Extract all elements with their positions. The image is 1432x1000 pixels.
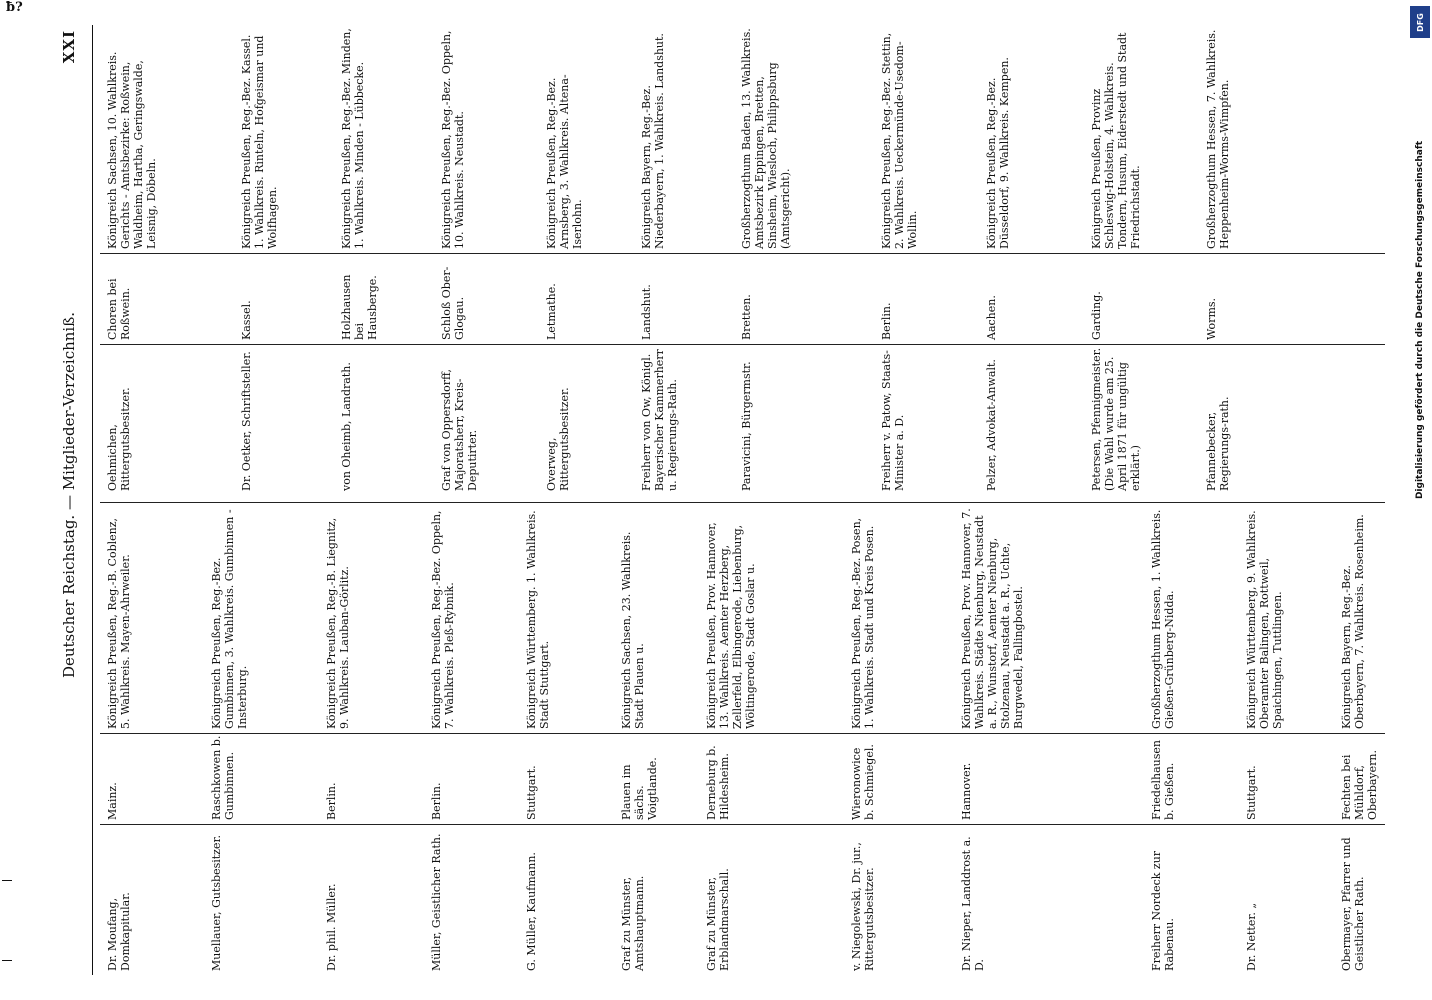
member-residence: Schloß Ober-Glogau. bbox=[440, 266, 466, 340]
page-number: XXI bbox=[60, 30, 78, 64]
member-constituency: Großherzogthum Hessen, 7. Wahlkreis. Heppenheim-Worms-Wimpfen. bbox=[1205, 29, 1231, 249]
member-constituency: Königreich Preußen, Prov. Hannover, 7. Wahlkreis. Städte Nienburg, Neustadt a. R., Wunstorf, Aemter Nienburg, Stolzenau, Neustadt a. R., Uchte, Burgwedel, Fallingbostel. bbox=[960, 508, 1025, 729]
member-name: Freiherr von Ow, Königl. Bayerischer Kammerherr u. Regierungs-Rath. bbox=[640, 349, 679, 491]
member-residence: Friedelhausen b. Gießen. bbox=[1150, 740, 1176, 820]
member-residence: Stuttgart. bbox=[1245, 765, 1258, 820]
column-divider bbox=[100, 253, 1385, 254]
member-name: Graf zu Münster, Erblandmarschall. bbox=[705, 868, 731, 971]
column-divider bbox=[100, 344, 1385, 345]
member-residence: Berlin. bbox=[325, 782, 338, 820]
member-name: Muellauer, Gutsbesitzer. bbox=[210, 834, 223, 971]
member-constituency: Königreich Preußen, Reg.-Bez. Posen, 1. Wahlkreis. Stadt und Kreis Posen. bbox=[850, 517, 876, 729]
member-residence: Letmathe. bbox=[545, 283, 558, 340]
member-constituency: Großherzogthum Hessen, 1. Wahlkreis. Gießen-Grünberg-Nidda. bbox=[1150, 509, 1176, 729]
footer-credit bbox=[1410, 40, 1430, 600]
member-constituency: Königreich Sachsen, 23. Wahlkreis. Stadt Plauen u. bbox=[620, 531, 646, 729]
member-name: Petersen, Pfennigmeister. (Die Wahl wurde am 25. April 1871 für ungültig erklärt.) bbox=[1090, 347, 1142, 491]
column-divider bbox=[100, 733, 1385, 734]
member-name: Obermayer, Pfarrer und Geistlicher Rath. bbox=[1340, 837, 1366, 971]
member-residence: Bretten. bbox=[740, 294, 753, 340]
member-residence: Choren bei Roßwein. bbox=[106, 278, 132, 340]
member-constituency: Königreich Württemberg. 1. Wahlkreis. Stadt Stuttgart. bbox=[525, 510, 551, 729]
page-title: Deutscher Reichstag. — Mitglieder-Verzeichniß. bbox=[60, 311, 78, 679]
member-residence: Wieronowice b. Schmiegel. bbox=[850, 744, 876, 820]
dfg-logo bbox=[1410, 6, 1430, 38]
member-residence: Derneburg b. Hildesheim. bbox=[705, 745, 731, 820]
member-name: Oehmichen, Rittergutsbesitzer. bbox=[106, 387, 132, 491]
member-name: Freiherr v. Patow, Staats-Minister a. D. bbox=[880, 350, 906, 491]
member-name: G. Müller, Kaufmann. bbox=[525, 852, 538, 971]
member-constituency: Königreich Bayern, Reg.-Bez. Niederbayern, 1. Wahlkreis. Landshut. bbox=[640, 33, 666, 249]
footer-credit-text: Digitalisierung gefördert durch die Deutsche Forschungsgemeinschaft bbox=[1415, 140, 1425, 500]
member-constituency: Königreich Preußen, Reg.-B. Liegnitz, 9. Wahlkreis. Lauban-Görlitz. bbox=[325, 517, 351, 729]
member-constituency: Großherzogthum Baden, 13. Wahlkreis. Amtsbezirk Eppingen, Bretten, Sinsheim, Wiesloch, Philippsburg (Amtsgericht). bbox=[740, 28, 792, 249]
member-residence: Berlin. bbox=[430, 782, 443, 820]
member-residence: Holzhausen bei Hausberge. bbox=[340, 274, 379, 340]
member-residence: Garding. bbox=[1090, 291, 1103, 340]
member-name: Dr. phil. Müller. bbox=[325, 883, 338, 971]
member-name: Pelzer, Advokat-Anwalt. bbox=[985, 359, 998, 491]
member-constituency: Königreich Württemberg, 9. Wahlkreis. Oberamter Balingen, Rottweil, Spaichingen, Tuttlingen. bbox=[1245, 510, 1284, 729]
member-table-left bbox=[100, 505, 1385, 975]
member-constituency: Königreich Sachsen, 10. Wahlkreis. Gerichts - Amtsbezirke: Roßwein, Waldheim, Hartha, Geringswalde, Leisnig, Döbeln. bbox=[106, 51, 158, 249]
member-constituency: Königreich Preußen, Reg.-Bez. Düsseldorf, 9. Wahlkreis. Kempen. bbox=[985, 57, 1011, 249]
member-name: von Oheimb, Landrath. bbox=[340, 362, 353, 491]
member-name: Freiherr Nordeck zur Rabenau. bbox=[1150, 850, 1176, 971]
member-constituency: Königreich Bayern, Reg.-Bez. Oberbayern, 7. Wahlkreis. Rosenheim. bbox=[1340, 514, 1366, 729]
member-constituency: Königreich Preußen, Reg.-B. Coblenz, 5. Wahlkreis. Mayen-Ahrweiler. bbox=[106, 517, 132, 729]
member-residence: Raschkowen b. Gumbinnen. bbox=[210, 735, 236, 820]
member-residence: Landshut. bbox=[640, 284, 653, 340]
member-constituency: Königreich Preußen, Reg.-Bez. Stettin, 2. Wahlkreis. Ueckermünde-Usedom-Wollin. bbox=[880, 32, 919, 249]
member-residence: Berlin. bbox=[880, 302, 893, 340]
member-name: Dr. Nieper, Landdrost a. D. bbox=[960, 836, 986, 971]
member-residence: Kassel. bbox=[240, 300, 253, 340]
member-name: Graf zu Münster, Amtshauptmann. bbox=[620, 875, 646, 971]
member-name: Paravicini, Bürgermstr. bbox=[740, 361, 753, 491]
page-header bbox=[60, 30, 90, 960]
member-constituency: Königreich Preußen, Reg.-Bez. Gumbinnen, 3. Wahlkreis. Gumbinnen - Insterburg. bbox=[210, 509, 249, 729]
member-residence: Worms. bbox=[1205, 297, 1218, 340]
member-constituency: Königreich Preußen, Reg.-Bez. Minden, 1. Wahlkreis. Minden - Lübbecke. bbox=[340, 28, 366, 249]
margin-mark: ƀ? bbox=[6, 0, 23, 15]
member-name: Dr. Oetker, Schriftsteller. bbox=[240, 351, 253, 491]
member-name: Pfannebecker, Regierungs-rath. bbox=[1205, 396, 1231, 491]
column-divider bbox=[100, 824, 1385, 825]
member-residence: Hannover. bbox=[960, 762, 973, 820]
member-table-right bbox=[100, 25, 1385, 495]
member-residence: Plauen im sächs. Voigtlande. bbox=[620, 757, 659, 820]
member-name: Müller, Geistlicher Rath. bbox=[430, 833, 443, 971]
member-name: v. Niegolewski, Dr. jur., Rittergutsbesitzer. bbox=[850, 842, 876, 971]
member-name: Dr. Moufang, Domkapitular. bbox=[106, 892, 132, 971]
member-residence: Aachen. bbox=[985, 295, 998, 340]
column-divider bbox=[100, 502, 1385, 503]
member-name: Overweg, Rittergutsbesitzer. bbox=[545, 387, 571, 491]
member-constituency: Königreich Preußen, Reg.-Bez. Kassel. 1. Wahlkreis. Rinteln, Hofgeismar und Wolfhagen. bbox=[240, 34, 279, 249]
member-name: Dr. Netter. „ bbox=[1245, 902, 1258, 971]
member-constituency: Königreich Preußen, Reg.-Bez. Oppeln, 10. Wahlkreis. Neustadt. bbox=[440, 30, 466, 249]
member-constituency: Königreich Preußen, Reg.-Bez. Oppeln, 7. Wahlkreis. Pleß-Rybnik. bbox=[430, 510, 456, 729]
dfg-badge: DFG bbox=[1415, 12, 1425, 32]
member-constituency: Königreich Preußen, Prov. Hannover, 13. Wahlkreis. Aemter Herzberg, Zellerfeld, Elbingerode, Liebenburg, Wöltingerode, Stadt Goslar u. bbox=[705, 522, 757, 729]
member-residence: Fechten bei Mühldorf, Oberbayern. bbox=[1340, 750, 1379, 820]
header-rule bbox=[92, 25, 93, 975]
member-residence: Stuttgart. bbox=[525, 765, 538, 820]
member-name: Graf von Oppersdorff, Majoratsherr, Kreis-Deputirter. bbox=[440, 369, 479, 491]
member-constituency: Königreich Preußen, Reg.-Bez. Arnsberg, 3. Wahlkreis. Altena-Iserlohn. bbox=[545, 74, 584, 249]
member-constituency: Königreich Preußen, Provinz Schleswig-Holstein, 4. Wahlkreis. Tondern, Husum, Eiderstedt und Stadt Friedrichstadt. bbox=[1090, 32, 1142, 249]
member-residence: Mainz. bbox=[106, 782, 119, 820]
